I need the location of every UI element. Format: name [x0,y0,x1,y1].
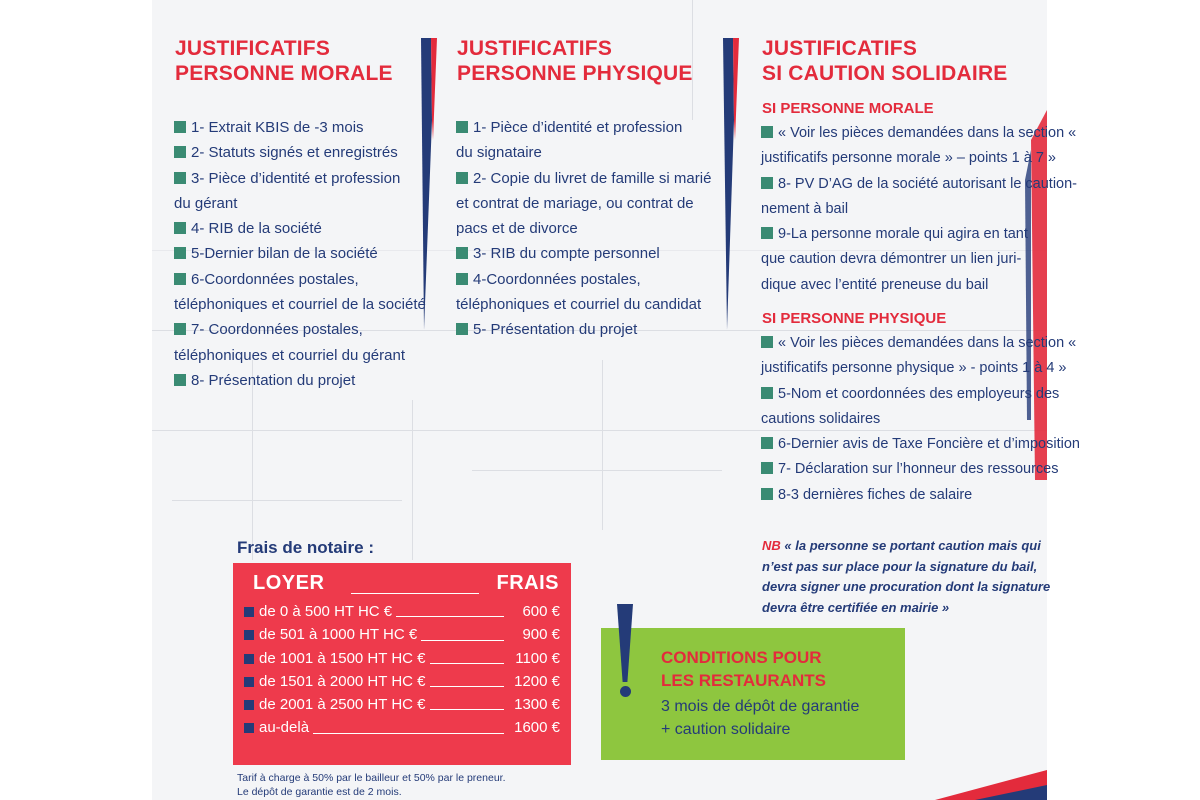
bullet-square-icon [174,323,186,335]
list-item-text: 8- Présentation du projet [191,371,356,389]
nb-label: NB [762,538,781,553]
list-item [174,191,426,216]
list-item [174,115,426,140]
col3-list-morale [761,121,1077,298]
list-item-text: téléphoniques et courriel du gérant [174,346,405,364]
list-item [761,432,1080,457]
list-item-text: 7- Déclaration sur l’honneur des ressources [778,461,1059,478]
bullet-square-icon [761,126,773,138]
bullet-square-icon [174,172,186,184]
nb-line-2: n’est pas sur place pour la signature du bail, [762,558,1038,574]
list-item-text: du gérant [174,194,238,212]
restaurants-title [661,646,826,692]
list-item [761,407,1080,432]
frais-header-frais: FRAIS [496,572,559,594]
bullet-square-icon [456,121,468,133]
list-item-text: téléphoniques et courriel de la société [174,296,426,314]
bullet-square-icon [244,607,254,617]
col3-title-line2: SI CAUTION SOLIDAIRE [762,62,1008,85]
list-item-text: 5-Dernier bilan de la société [191,245,378,263]
col3-title [762,36,1008,86]
list-item [761,172,1077,197]
list-item [456,166,711,191]
list-item-text: 7- Coordonnées postales, [191,321,363,339]
footnote-line-1: Tarif à charge à 50% par le bailleur et 50% par le preneur. [237,772,506,784]
col3-title-line1: JUSTIFICATIFS [762,37,918,60]
col1-title-line2: PERSONNE MORALE [175,62,393,85]
list-item [174,317,426,342]
list-item [456,140,711,165]
list-item-text: 1- Pièce d’identité et profession [473,119,683,136]
frais-row-label: de 2001 à 2500 HT HC € [259,696,426,714]
frais-header-rule [351,593,479,594]
bullet-square-icon [761,488,773,500]
frais-row-rule [421,640,504,641]
restaurants-conditions [661,695,859,741]
frais-row [244,693,560,716]
list-item-text: du signataire [456,144,542,162]
list-item [456,191,711,216]
restaurants-line-1: 3 mois de dépôt de garantie [661,698,860,715]
col1-title [175,36,393,86]
list-item [174,241,426,266]
restaurants-line-2: + caution solidaire [661,721,791,738]
bullet-square-icon [244,677,254,687]
bullet-square-icon [174,121,186,133]
col3-subtitle-morale: SI PERSONNE MORALE [762,100,934,117]
list-item [456,241,711,266]
list-item [761,356,1080,381]
list-item-text: 6-Coordonnées postales, [191,270,359,288]
frais-table [233,563,571,765]
nb-line-1: « la personne se portant caution mais qui [780,538,1041,553]
list-item [761,483,1080,508]
list-item [761,382,1080,407]
frais-header [253,572,559,595]
frais-row-rule [430,686,504,687]
list-item-text: 2- Statuts signés et enregistrés [191,144,398,162]
footnote-line-2: Le dépôt de garantie est de 2 mois. [237,786,402,798]
frais-footnote [237,771,506,799]
bullet-square-icon [456,273,468,285]
bullet-square-icon [456,247,468,259]
list-item-text: pacs et de divorce [456,220,578,238]
list-item [456,317,711,342]
bullet-square-icon [244,700,254,710]
col3-list-physique [761,331,1080,508]
bullet-square-icon [244,654,254,664]
list-item [456,267,711,292]
list-item-text: 1- Extrait KBIS de -3 mois [191,119,364,136]
list-item [174,368,426,393]
col1-title-line1: JUSTIFICATIFS [175,37,331,60]
bullet-square-icon [174,273,186,285]
nb-note [762,536,1050,618]
bullet-square-icon [761,227,773,239]
bullet-square-icon [761,336,773,348]
frais-row-label: de 1001 à 1500 HT HC € [259,649,426,667]
frais-title: Frais de notaire : [237,538,374,557]
list-item-text: 9-La personne morale qui agira en tant [778,226,1028,243]
bullet-square-icon [456,323,468,335]
frais-row-price: 1300 € [514,696,560,714]
list-item [761,457,1080,482]
bullet-square-icon [244,630,254,640]
list-item [174,140,426,165]
list-item-text: 3- RIB du compte personnel [473,245,660,263]
list-item [174,216,426,241]
list-item [456,115,711,140]
col2-title [457,36,693,86]
list-item-text: justificatifs personne morale » – points 1 à 7 » [761,150,1056,167]
frais-row-label: de 0 à 500 HT HC € [259,603,393,620]
frais-header-loyer: LOYER [253,572,325,594]
frais-row-label: au-delà [259,719,310,737]
frais-row-price: 900 € [522,626,560,644]
col2-title-line1: JUSTIFICATIFS [457,37,613,60]
list-item-text: 3- Pièce d’identité et profession [191,169,401,187]
frais-row [244,670,560,693]
list-item-text: 8- PV D’AG de la société autorisant le caution- [778,175,1078,192]
bullet-square-icon [174,222,186,234]
list-item-text: « Voir les pièces demandées dans la section « [778,335,1077,351]
bullet-square-icon [761,387,773,399]
list-item [761,197,1077,222]
restaurants-title-line2: LES RESTAURANTS [661,671,826,690]
list-item [174,267,426,292]
bullet-square-icon [761,437,773,449]
frais-row [244,716,560,739]
bullet-square-icon [174,247,186,259]
list-item-text: « Voir les pièces demandées dans la section « [778,125,1077,141]
list-item [174,343,426,368]
list-item [456,292,711,317]
col2-title-line2: PERSONNE PHYSIQUE [457,62,693,85]
list-item-text: dique avec l’entité preneuse du bail [761,276,989,293]
list-item [761,331,1080,356]
frais-row-price: 1600 € [514,719,560,737]
nb-line-4: devra être certifiée en mairie » [762,599,950,615]
list-item [174,292,426,317]
frais-row [244,600,560,623]
list-item [761,121,1077,146]
bullet-square-icon [761,462,773,474]
bullet-square-icon [456,172,468,184]
col2-list [456,115,711,343]
frais-row [244,647,560,670]
nb-line-3: devra signer une procuration dont la signature [762,579,1051,594]
list-item-text: 5-Nom et coordonnées des employeurs des [778,385,1060,402]
bullet-square-icon [174,374,186,386]
frais-row-rule [313,733,504,734]
list-item [174,166,426,191]
frais-row [244,623,560,646]
list-item [761,273,1077,298]
frais-row-label: de 1501 à 2000 HT HC € [259,672,426,690]
list-item-text: nement à bail [761,200,849,217]
list-item-text: 8-3 dernières fiches de salaire [778,486,973,503]
list-item [761,146,1077,171]
bullet-square-icon [174,146,186,158]
list-item-text: 2- Copie du livret de famille si marié [473,169,712,187]
frais-row-rule [430,663,504,664]
frais-row-rule [396,616,504,617]
list-item-text: 6-Dernier avis de Taxe Foncière et d’imposition [778,436,1080,453]
frais-row-rule [430,709,504,710]
frais-row-label: de 501 à 1000 HT HC € [259,626,418,644]
frais-row-price: 600 € [522,603,560,620]
list-item [761,222,1077,247]
col3-subtitle-physique: SI PERSONNE PHYSIQUE [762,310,947,327]
col1-list [174,115,426,393]
frais-rows [244,600,560,740]
list-item-text: 5- Présentation du projet [473,321,638,339]
exclamation-dot-icon [620,686,631,697]
list-item-text: 4-Coordonnées postales, [473,270,641,288]
bullet-square-icon [761,177,773,189]
list-item-text: justificatifs personne physique » - points 1 à 4 » [761,360,1067,377]
list-item-text: téléphoniques et courriel du candidat [456,296,702,314]
frais-row-price: 1200 € [514,672,560,690]
list-item-text: que caution devra démontrer un lien juri- [761,251,1022,268]
list-item [761,247,1077,272]
list-item-text: et contrat de mariage, ou contrat de [456,194,694,212]
restaurants-title-line1: CONDITIONS POUR [661,648,822,667]
bullet-square-icon [244,723,254,733]
list-item-text: cautions solidaires [761,410,881,427]
list-item-text: 4- RIB de la société [191,220,322,238]
list-item [456,216,711,241]
frais-row-price: 1100 € [515,649,560,667]
